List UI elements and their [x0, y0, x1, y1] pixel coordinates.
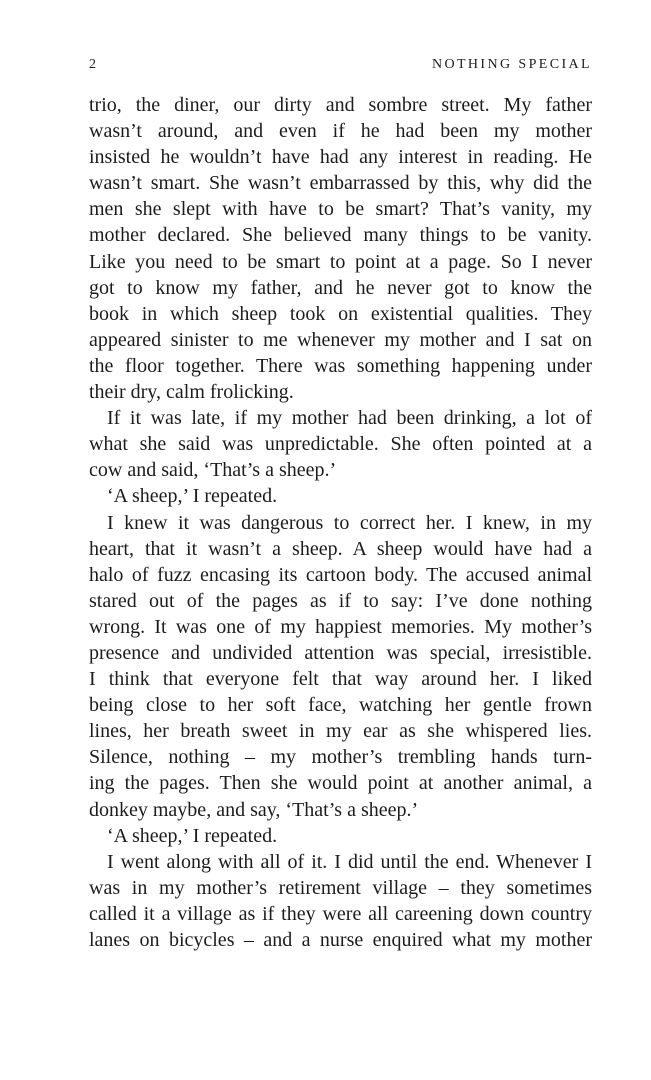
text-line: Silence, nothing – my mother’s trembling hands turn-	[89, 746, 592, 769]
running-header	[89, 57, 592, 77]
text-line: what she said was unpredictable. She often pointed at a	[89, 433, 592, 456]
text-line: got to know my father, and he never got to know the	[89, 276, 592, 299]
text-line: lanes on bicycles – and a nurse enquired what my mother	[89, 929, 592, 951]
text-line: insisted he wouldn’t have had any interest in reading. He	[89, 146, 592, 169]
text-line: heart, that it wasn’t a sheep. A sheep would have had a	[89, 537, 592, 560]
text-line: men she slept with have to be smart? That’s vanity, my	[89, 198, 592, 221]
text-line: presence and undivided attention was special, irresistible.	[89, 641, 592, 664]
text-line: I went along with all of it. I did until the end. Whenever I	[107, 850, 592, 873]
text-line: ‘A sheep,’ I repeated.	[107, 485, 278, 508]
text-line: called it a village as if they were all careening down country	[89, 902, 592, 925]
running-title: NOTHING SPECIAL	[431, 57, 592, 72]
text-line: I knew it was dangerous to correct her. I knew, in my	[107, 511, 592, 534]
text-line: wrong. It was one of my happiest memories. My mother’s	[89, 615, 592, 638]
text-line: I think that everyone felt that way around her. I liked	[89, 668, 592, 691]
page-number: 2	[89, 57, 98, 72]
text-line: wasn’t smart. She wasn’t embarrassed by this, why did the	[89, 172, 592, 195]
text-line: their dry, calm frolicking.	[89, 381, 294, 404]
text-line: appeared sinister to me whenever my mother and I sat on	[89, 328, 592, 351]
text-line: Like you need to be smart to point at a page. So I never	[89, 250, 592, 273]
text-line: was in my mother’s retirement village – they sometimes	[89, 876, 592, 899]
body-text	[89, 92, 592, 953]
text-line: ing the pages. Then she would point at another animal, a	[89, 772, 592, 795]
text-line: being close to her soft face, watching her gentle frown	[89, 694, 592, 717]
text-line: the floor together. There was something happening under	[89, 354, 592, 377]
text-line: If it was late, if my mother had been drinking, a lot of	[107, 407, 592, 430]
text-line: wasn’t around, and even if he had been my mother	[89, 120, 592, 143]
text-line: ‘A sheep,’ I repeated.	[107, 824, 278, 847]
text-line: lines, her breath sweet in my ear as she whispered lies.	[89, 720, 592, 743]
text-line: mother declared. She believed many things to be vanity.	[89, 224, 592, 247]
text-line: cow and said, ‘That’s a sheep.’	[89, 459, 337, 482]
text-line: trio, the diner, our dirty and sombre street. My father	[89, 94, 592, 116]
text-line: stared out of the pages as if to say: I’ve done nothing	[89, 589, 592, 612]
text-line: book in which sheep took on existential qualities. They	[89, 302, 592, 325]
text-line: halo of fuzz encasing its cartoon body. The accused animal	[89, 563, 592, 586]
text-line: donkey maybe, and say, ‘That’s a sheep.’	[89, 798, 419, 821]
